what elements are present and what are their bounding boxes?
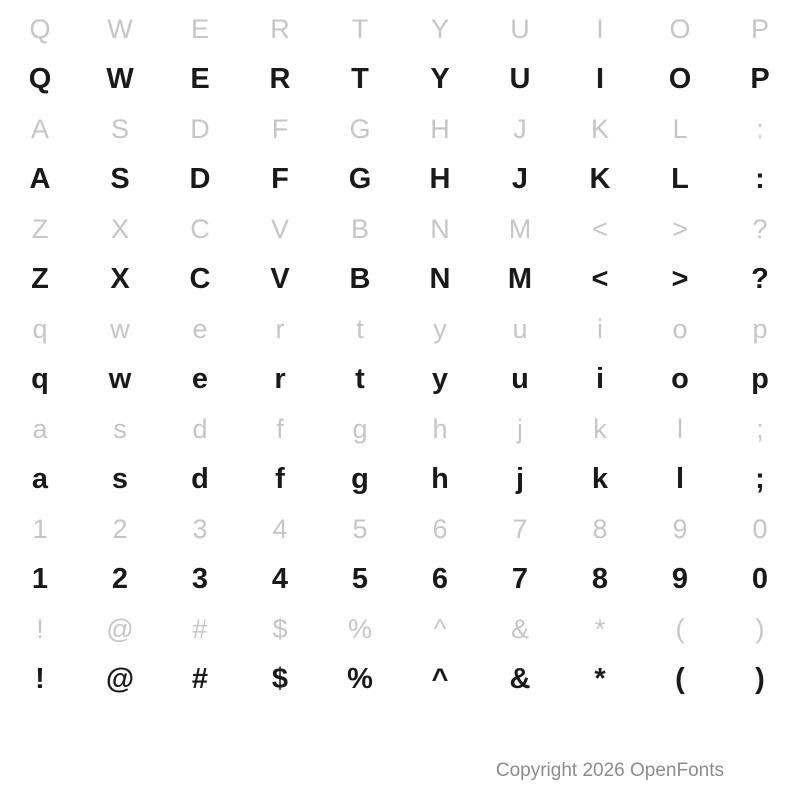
glyph-cell: * [594, 663, 606, 695]
glyph-row [0, 454, 800, 504]
glyph-row [0, 4, 800, 54]
glyph-cell: U [509, 63, 531, 95]
glyph-cell: Q [29, 14, 51, 44]
glyph-cell: B [350, 214, 369, 244]
glyph-cell: P [750, 14, 769, 44]
glyph-row [0, 154, 800, 204]
glyph-cell: L [671, 163, 689, 195]
glyph-cell: % [347, 663, 373, 695]
glyph-row [0, 604, 800, 654]
glyph-cell: h [431, 463, 449, 495]
glyph-cell: ( [675, 663, 685, 695]
glyph-row [0, 254, 800, 304]
glyph-cell: G [349, 114, 371, 144]
glyph-cell: 1 [32, 514, 48, 544]
glyph-cell: I [595, 63, 605, 95]
glyph-row [0, 354, 800, 404]
glyph-cell: O [668, 63, 692, 95]
glyph-cell: @ [105, 663, 135, 695]
glyph-cell: L [672, 114, 688, 144]
glyph-cell: w [108, 363, 132, 395]
glyph-cell: V [270, 263, 290, 295]
glyph-cell: & [510, 614, 529, 644]
glyph-row [0, 504, 800, 554]
glyph-cell: ? [752, 214, 768, 244]
glyph-cell: t [355, 363, 365, 395]
glyph-cell: @ [106, 614, 134, 644]
glyph-cell: # [191, 663, 209, 695]
glyph-row [0, 104, 800, 154]
glyph-cell: j [515, 463, 525, 495]
glyph-cell: ; [755, 463, 765, 495]
glyph-cell: O [669, 14, 691, 44]
glyph-cell: R [270, 14, 290, 44]
glyph-cell: e [192, 314, 208, 344]
glyph-cell: H [430, 114, 450, 144]
glyph-cell: K [589, 163, 611, 195]
copyright-notice: Copyright 2026 OpenFonts [495, 760, 724, 781]
glyph-cell: Y [430, 14, 449, 44]
glyph-cell: J [511, 163, 529, 195]
glyph-cell: T [351, 14, 369, 44]
glyph-cell: P [750, 63, 770, 95]
glyph-row [0, 54, 800, 104]
glyph-cell: B [349, 263, 371, 295]
glyph-cell: 8 [591, 563, 609, 595]
glyph-cell: ! [36, 614, 44, 644]
glyph-cell: I [596, 14, 604, 44]
glyph-cell: S [110, 114, 129, 144]
glyph-cell: Y [430, 63, 450, 95]
glyph-cell: u [512, 314, 528, 344]
glyph-cell: E [190, 14, 209, 44]
glyph-cell: A [29, 163, 51, 195]
glyph-cell: 5 [352, 514, 368, 544]
glyph-cell: 2 [112, 514, 128, 544]
glyph-cell: i [597, 314, 603, 344]
glyph-cell: 9 [672, 514, 688, 544]
glyph-cell: d [192, 414, 208, 444]
glyph-cell: 9 [671, 563, 689, 595]
glyph-cell: U [510, 14, 530, 44]
glyph-cell: J [513, 114, 527, 144]
glyph-cell: S [110, 163, 130, 195]
glyph-cell: X [110, 263, 130, 295]
glyph-cell: & [509, 663, 531, 695]
glyph-cell: G [348, 163, 372, 195]
glyph-row [0, 654, 800, 704]
glyph-cell: C [190, 214, 210, 244]
glyph-cell: F [271, 163, 289, 195]
glyph-cell: E [190, 63, 210, 95]
glyph-cell: p [751, 363, 769, 395]
glyph-cell: ^ [431, 663, 449, 695]
glyph-cell: f [276, 414, 284, 444]
glyph-cell: : [755, 163, 765, 195]
glyph-cell: y [433, 314, 447, 344]
glyph-cell: 4 [272, 514, 288, 544]
glyph-cell: 7 [512, 514, 528, 544]
glyph-cell: > [671, 263, 689, 295]
glyph-cell: D [190, 114, 210, 144]
glyph-cell: r [275, 314, 285, 344]
glyph-cell: 6 [431, 563, 449, 595]
glyph-cell: # [192, 614, 208, 644]
glyph-cell: : [756, 114, 764, 144]
glyph-cell: ) [755, 614, 765, 644]
glyph-cell: * [594, 614, 606, 644]
glyph-cell: i [595, 363, 605, 395]
glyph-cell: 0 [752, 514, 768, 544]
glyph-cell: s [113, 414, 127, 444]
glyph-cell: l [677, 414, 683, 444]
glyph-cell: o [671, 363, 689, 395]
glyph-cell: 7 [511, 563, 529, 595]
glyph-cell: T [351, 63, 369, 95]
glyph-cell: % [347, 614, 372, 644]
glyph-cell: W [107, 14, 133, 44]
glyph-cell: R [269, 63, 291, 95]
glyph-cell: Q [28, 63, 52, 95]
glyph-cell: ? [751, 263, 769, 295]
glyph-cell: W [106, 63, 134, 95]
glyph-cell: Z [31, 214, 49, 244]
glyph-cell: 3 [191, 563, 209, 595]
glyph-cell: g [351, 463, 369, 495]
glyph-cell: g [352, 414, 368, 444]
glyph-cell: h [432, 414, 448, 444]
glyph-cell: V [270, 214, 289, 244]
glyph-cell: < [592, 214, 608, 244]
glyph-cell: K [590, 114, 609, 144]
glyph-cell: ; [756, 414, 764, 444]
glyph-cell: 8 [592, 514, 608, 544]
glyph-cell: a [32, 414, 48, 444]
glyph-cell: Z [31, 263, 49, 295]
glyph-cell: N [430, 214, 450, 244]
glyph-cell: > [672, 214, 688, 244]
glyph-cell: 6 [432, 514, 448, 544]
glyph-cell: ! [35, 663, 45, 695]
glyph-cell: 5 [351, 563, 369, 595]
glyph-cell: k [593, 414, 607, 444]
glyph-cell: X [110, 214, 129, 244]
glyph-cell: l [675, 463, 685, 495]
glyph-cell: H [429, 163, 451, 195]
glyph-cell: ^ [433, 614, 447, 644]
glyph-cell: e [191, 363, 209, 395]
glyph-cell: 0 [751, 563, 769, 595]
glyph-cell: y [431, 363, 449, 395]
glyph-cell: 1 [31, 563, 49, 595]
glyph-cell: k [591, 463, 609, 495]
glyph-cell: D [189, 163, 211, 195]
glyph-cell: 4 [271, 563, 289, 595]
glyph-cell: f [275, 463, 285, 495]
glyph-cell: j [517, 414, 523, 444]
glyph-cell: q [32, 314, 48, 344]
glyph-cell: p [752, 314, 768, 344]
glyph-cell: ) [755, 663, 765, 695]
glyph-cell: < [591, 263, 609, 295]
glyph-cell: a [31, 463, 49, 495]
glyph-cell: d [191, 463, 209, 495]
glyph-cell: t [356, 314, 364, 344]
glyph-row [0, 204, 800, 254]
glyph-cell: u [511, 363, 529, 395]
glyph-cell: M [508, 214, 532, 244]
glyph-cell: A [30, 114, 49, 144]
glyph-cell: F [271, 114, 289, 144]
glyph-cell: r [274, 363, 286, 395]
glyph-row [0, 404, 800, 454]
glyph-cell: N [429, 263, 451, 295]
glyph-cell: q [31, 363, 49, 395]
glyph-cell: o [672, 314, 688, 344]
glyph-cell: C [189, 263, 211, 295]
glyph-cell: 2 [111, 563, 129, 595]
glyph-cell: M [507, 263, 533, 295]
glyph-row [0, 554, 800, 604]
glyph-cell: ( [675, 614, 685, 644]
glyph-cell: $ [272, 614, 288, 644]
glyph-cell: s [111, 463, 129, 495]
glyph-cell: 3 [192, 514, 208, 544]
glyph-cell: $ [271, 663, 289, 695]
glyph-cell: w [110, 314, 130, 344]
glyph-row [0, 304, 800, 354]
